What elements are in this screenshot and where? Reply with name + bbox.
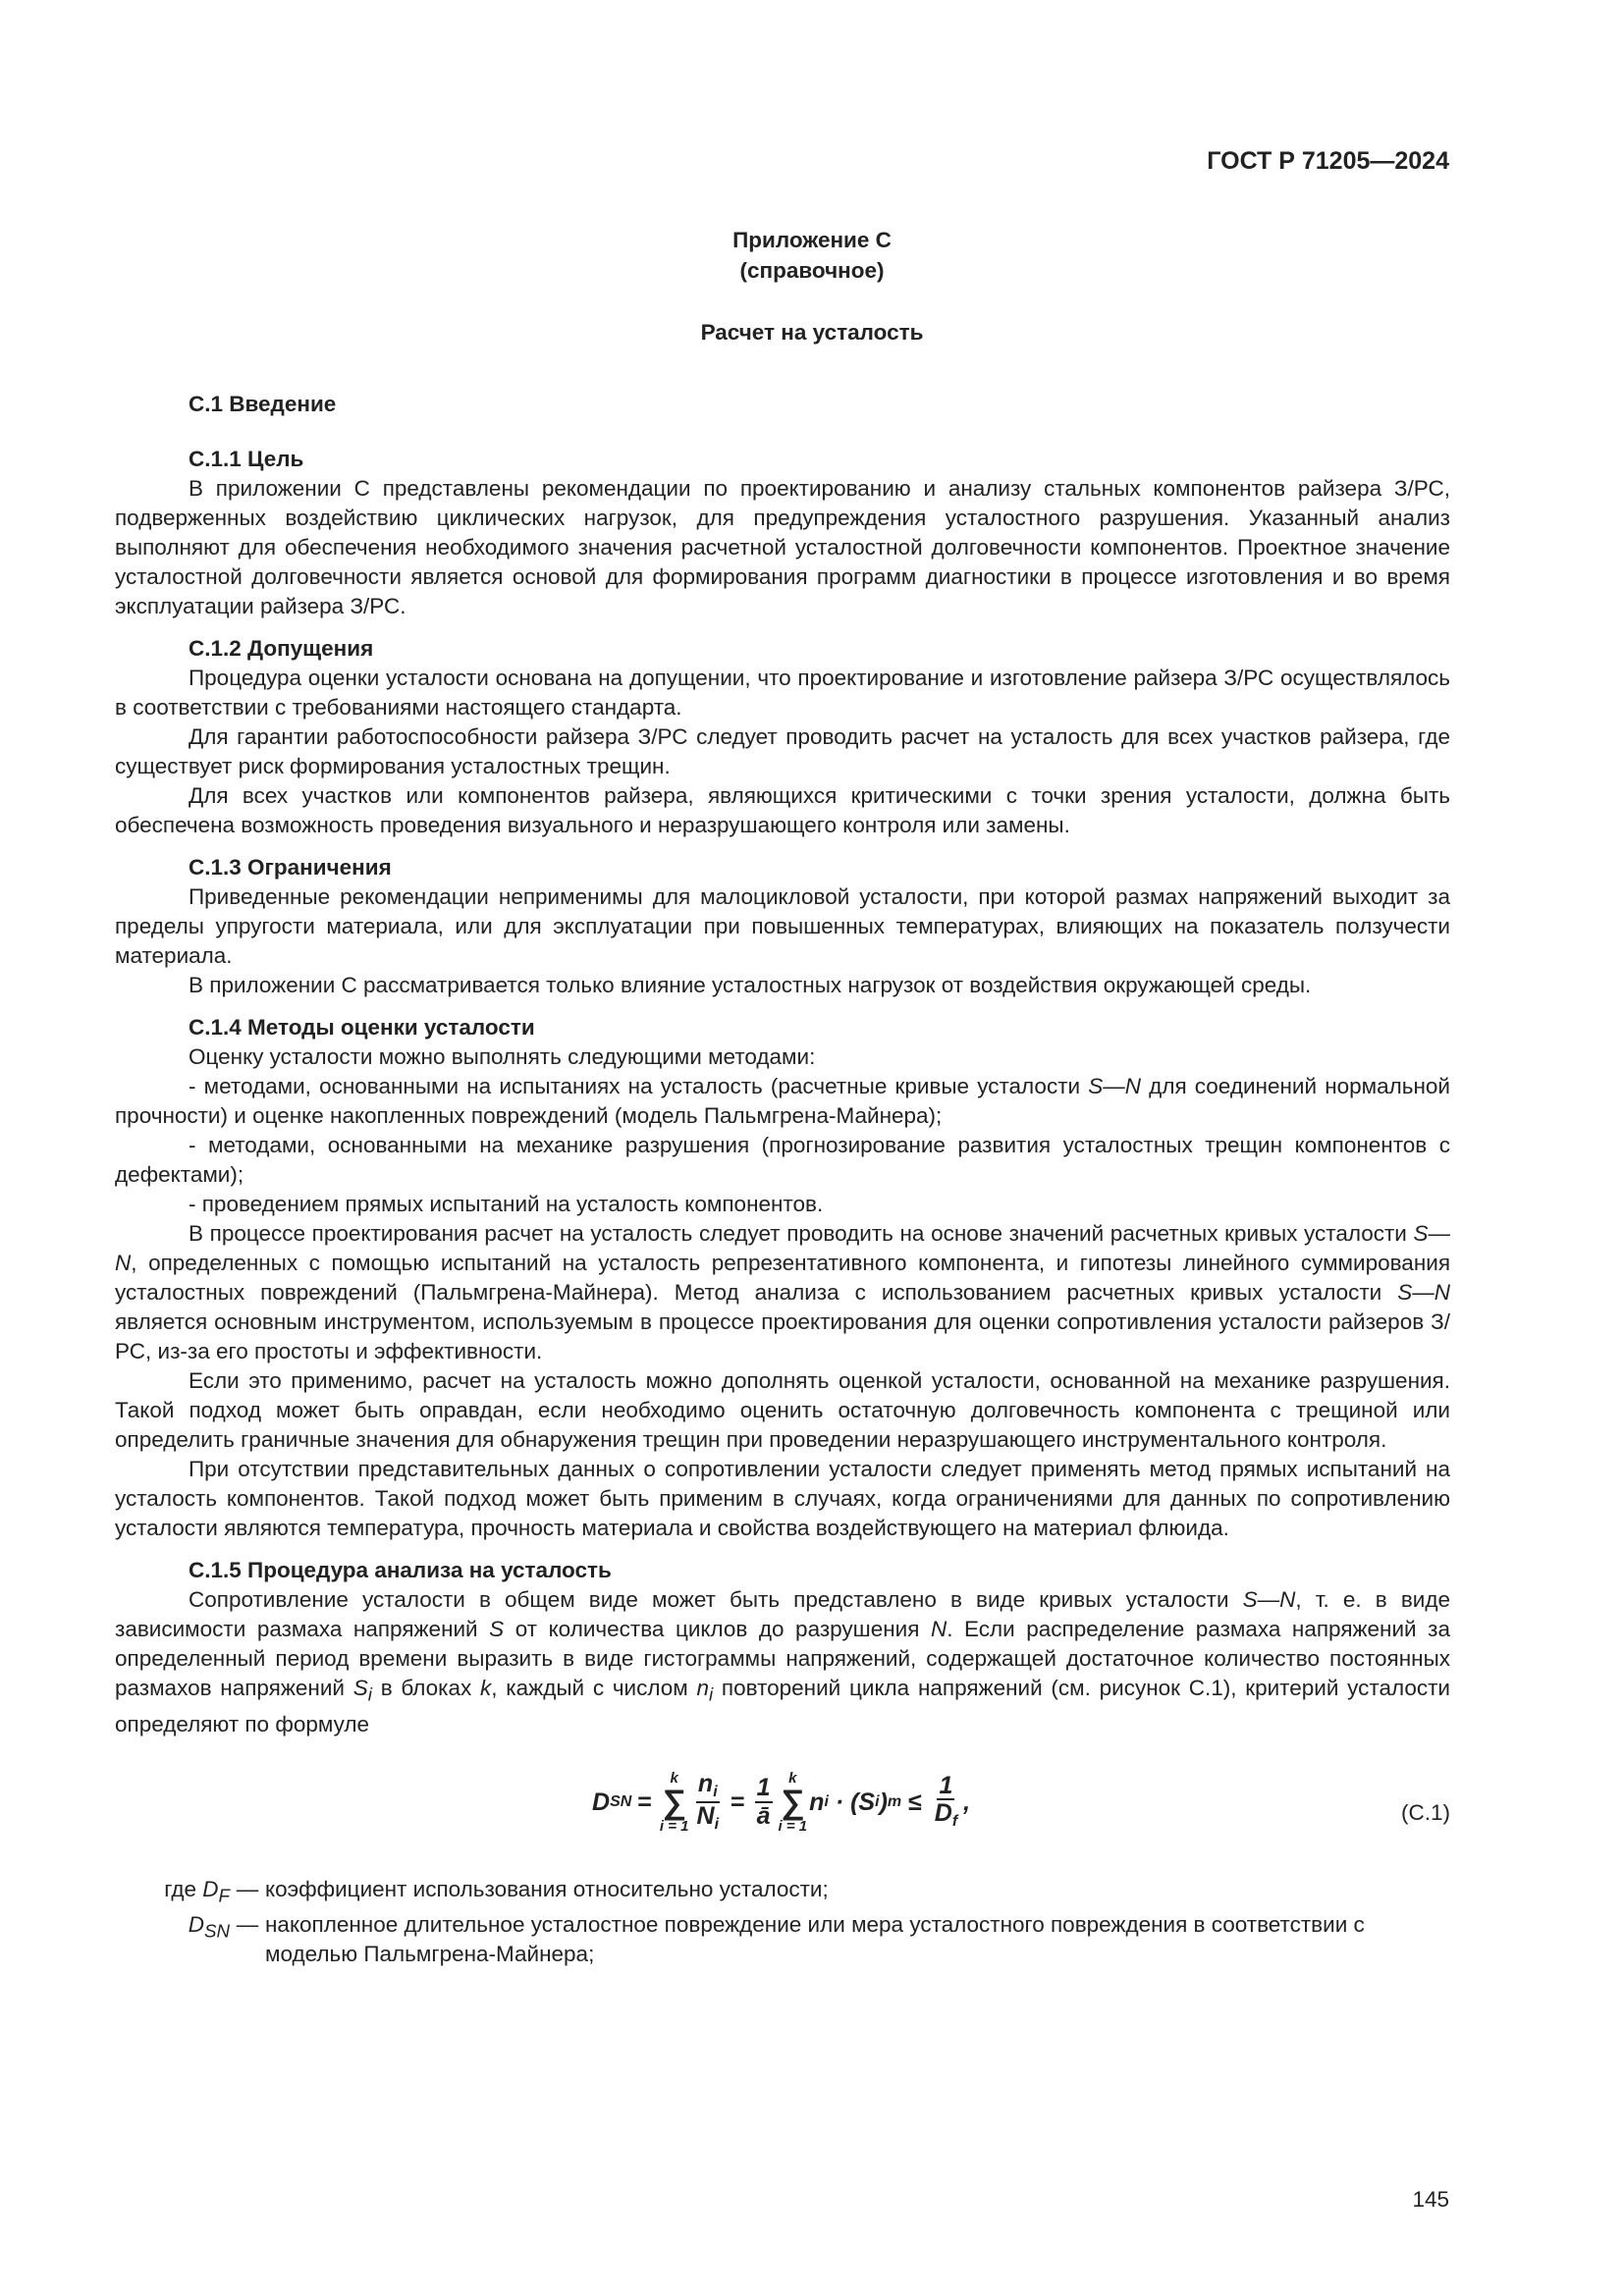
appendix-heading: Расчет на усталость <box>700 320 924 345</box>
sn-symbol: S—N <box>1088 1074 1142 1098</box>
c12-paragraph-1: Процедура оценки усталости основана на допущении, что проектирование и изготовление райзера З/РС осуществлялось в соответствии с требованиями настоящего стандарта. <box>115 666 1450 720</box>
c14-paragraph-2: В процессе проектирования расчет на усталость следует проводить на основе значений расчетных кривых усталости S—N, определенных с помощью испытаний на усталость репрезентативного компонента, и гипотезы линейного суммирования усталостных повреждений (Пальмгрена-Майнера). Метод анализа с использованием расчетных кривых усталости S—N является основным инструментом, используемым в процессе проектирования для оценки сопротивления усталости райзеров З/РС, из-за его простоты и эффективности. <box>115 1221 1450 1363</box>
formula-number: (С.1) <box>1401 1799 1450 1825</box>
formula-expression: D SN = k ∑ i = 1 $\frac{n_i}{N_i}$ = $\frac{1}{ā}$ k ∑ i = 1 n i · (S i ) m ≤ $\frac{1}{D_f}$ , <box>592 1769 971 1835</box>
c14-bullet-1: - методами, основанными на испытаниях на усталость (расчетные кривые усталости S—N для соединений нормальной прочности) и оценке накопленных повреждений (модель Пальмгрена-Майнера); <box>115 1074 1450 1128</box>
section-c11-heading: С.1.1 Цель <box>189 447 304 471</box>
fraction-ni-over-Ni: $\frac{n_i}{N_i}$ <box>696 1769 720 1833</box>
c14-bullet-2: - методами, основанными на механике разрушения (прогнозирование развития усталостных трещин компонентов с дефектами); <box>115 1133 1450 1187</box>
formula-definitions <box>115 1875 1450 1970</box>
fraction-1-over-Df: $\frac{1}{D_f}$ <box>934 1771 958 1831</box>
appendix-type: (справочное) <box>739 258 885 283</box>
sn-symbol: S—N <box>115 1221 1450 1275</box>
c13-paragraph-1: Приведенные рекомендации неприменимы для малоцикловой усталости, при которой размах напряжений выходит за пределы упругости материала, или для эксплуатации при повышенных температурах, влияющих на показатель ползучести материала. <box>115 884 1450 968</box>
c13-paragraph-2: В приложении С рассматривается только влияние усталостных нагрузок от воздействия окружающей среды. <box>189 973 1312 997</box>
c11-paragraph-1: В приложении С представлены рекомендации по проектированию и анализу стальных компонентов райзера З/РС, подверженных воздействию циклических нагрузок, для предупреждения усталостного разрушения. Указанный анализ выполняют для обеспечения необходимого значения расчетной усталостной долговечности компонентов. Проектное значение усталостной долговечности является основой для формирования программ диагностики в процессе изготовления и во время эксплуатации райзера З/РС. <box>115 476 1450 618</box>
page-number: 145 <box>1412 2187 1449 2212</box>
section-c15-heading: С.1.5 Процедура анализа на усталость <box>189 1558 612 1582</box>
c15-paragraph-1: Сопротивление усталости в общем виде может быть представлено в виде кривых усталости S—N, т. е. в виде зависимости размаха напряжений S от количества циклов до разрушения N. Если распределение размаха напряжений за определенный период времени выразить в виде гистограммы напряжений, содержащей достаточное количество постоянных размахов напряжений $S_i$ в блоках k, каждый с числом $n_i$ повторений цикла напряжений (см. рисунок С.1), критерий усталости определяют по формуле <box>115 1587 1450 1736</box>
section-c12-heading: С.1.2 Допущения <box>189 636 374 661</box>
fraction-1-over-a: $\frac{1}{ā}$ <box>756 1774 771 1830</box>
section-c1-heading: С.1 Введение <box>189 392 337 416</box>
c14-paragraph-4: При отсутствии представительных данных о сопротивлении усталости следует применять метод прямых испытаний на усталость компонентов. Такой подход может быть применим в случаях, когда ограничениями для данных по сопротивлению усталости являются температура, прочность материала и свойства воздействующего на материал флюида. <box>115 1457 1450 1540</box>
appendix-title: Приложение С <box>732 228 892 252</box>
document-body <box>115 390 1450 1969</box>
c14-paragraph-1: Оценку усталости можно выполнять следующими методами: <box>189 1044 816 1069</box>
sum-operator: k ∑ i = 1 <box>778 1769 808 1835</box>
sum-operator: k ∑ i = 1 <box>659 1769 689 1835</box>
c12-paragraph-3: Для всех участков или компонентов райзера, являющихся критическими с точки зрения усталости, должна быть обеспечена возможность проведения визуального и неразрушающего контроля или замены. <box>115 783 1450 837</box>
document-code: ГОСТ Р 71205—2024 <box>1207 147 1449 175</box>
c14-bullet-3: - проведением прямых испытаний на усталость компонентов. <box>189 1192 824 1216</box>
section-c14-heading: С.1.4 Методы оценки усталости <box>189 1015 535 1040</box>
definition-df: где $D_F$ — коэффициент использования относительно усталости; <box>164 1876 829 1905</box>
sn-symbol: S—N <box>1397 1280 1450 1305</box>
definition-dsn: $D_{SN}$ — накопленное длительное усталостное повреждение или мера усталостного повреждения в соответствии с моделью Пальмгрена-Майнера; <box>188 1912 1365 1966</box>
section-c13-heading: С.1.3 Ограничения <box>189 855 392 880</box>
formula-c1 <box>115 1761 1450 1869</box>
c14-paragraph-3: Если это применимо, расчет на усталость можно дополнять оценкой усталости, основанной на механике разрушения. Такой подход может быть оправдан, если необходимо оценить остаточную долговечность компонента с трещиной или определить граничные значения для обнаружения трещин при проведении неразрушающего инструментального контроля. <box>115 1368 1450 1452</box>
c12-paragraph-2: Для гарантии работоспособности райзера З/РС следует проводить расчет на усталость для всех участков райзера, где существует риск формирования усталостных трещин. <box>115 724 1450 778</box>
